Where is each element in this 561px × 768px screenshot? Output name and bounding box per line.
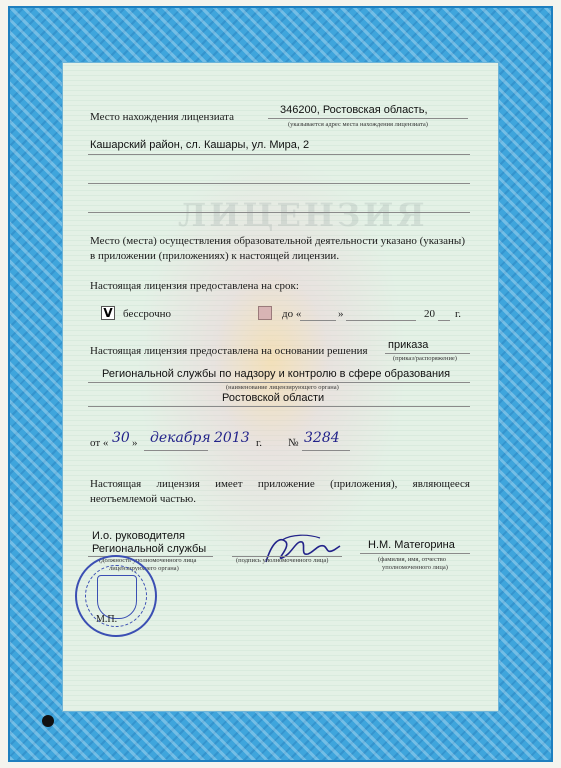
order-month: декабря (150, 430, 211, 446)
unlimited-checkbox: V (101, 306, 115, 320)
signer-position-line2: Региональной службы (92, 543, 207, 555)
location-line2-underline (88, 154, 470, 155)
hole-punch-mark (42, 715, 54, 727)
position-hint1: (должность уполномоченного лица (99, 557, 197, 564)
authority-line2: Ростовской области (222, 392, 325, 404)
basis-underline (385, 353, 470, 354)
name-hint2: уполномоченного лица) (382, 564, 448, 571)
signer-position-line1: И.о. руководителя (92, 530, 185, 542)
until-year-prefix: 20 (424, 308, 435, 320)
order-year-suffix: г. (256, 437, 263, 449)
location-underline (268, 118, 468, 119)
order-number-line (302, 450, 350, 451)
until-year-line (438, 320, 450, 321)
activity-place-line1: Место (места) осуществления образовательной деятельности указано (указаны) (90, 235, 465, 247)
watermark-text: ЛИЦЕНЗИЯ (178, 196, 428, 234)
blank-line-2 (88, 212, 470, 213)
location-hint: (указывается адрес места нахождения лицензиата) (288, 121, 428, 128)
authority-hint: (наименование лицензирующего органа) (226, 384, 339, 391)
authority-line1: Региональной службы по надзору и контролю в сфере образования (102, 368, 451, 380)
location-value-line2: Кашарский район, сл. Кашары, ул. Мира, 2 (90, 139, 310, 151)
authority-line2-underline (88, 406, 470, 407)
location-label: Место нахождения лицензиата (90, 111, 235, 123)
unlimited-label: бессрочно (123, 308, 172, 320)
location-value-line1: 346200, Ростовская область, (280, 104, 428, 116)
basis-hint: (приказ/распоряжение) (393, 355, 457, 362)
until-day-line (300, 320, 336, 321)
appendix-line1: Настоящая лицензия имеет приложение (приложения), являющееся (90, 478, 470, 490)
position-hint2: лицензирующего органа) (109, 565, 179, 572)
seal-emblem-icon (97, 575, 137, 619)
until-label: до « (282, 308, 302, 320)
signer-name: Н.М. Матегорина (368, 539, 455, 551)
order-number-sign: № (288, 437, 299, 449)
term-label: Настоящая лицензия предоставлена на срок: (90, 280, 299, 292)
order-from: от « (90, 437, 109, 449)
signature-hint: (подпись уполномоченного лица) (236, 557, 329, 564)
order-day-close: » (132, 437, 138, 449)
until-quote-close: » (338, 308, 344, 320)
activity-place-line2: в приложении (приложениях) к настоящей лицензии. (90, 250, 340, 262)
appendix-line2: неотъемлемой частью. (90, 493, 197, 505)
until-month-line (346, 320, 416, 321)
basis-value: приказа (388, 339, 429, 351)
until-year-suffix: г. (455, 308, 462, 320)
authority-underline (88, 382, 470, 383)
blank-line-1 (88, 183, 470, 184)
name-underline (360, 553, 470, 554)
basis-label: Настоящая лицензия предоставлена на основании решения (90, 345, 368, 357)
name-hint1: (фамилия, имя, отчество (378, 556, 446, 563)
until-checkbox (258, 306, 272, 320)
order-year: 2013 (214, 430, 250, 446)
order-day: 30 (112, 430, 130, 446)
seal-label: М.П. (96, 614, 118, 625)
order-month-line (144, 450, 208, 451)
order-number: 3284 (304, 430, 340, 446)
